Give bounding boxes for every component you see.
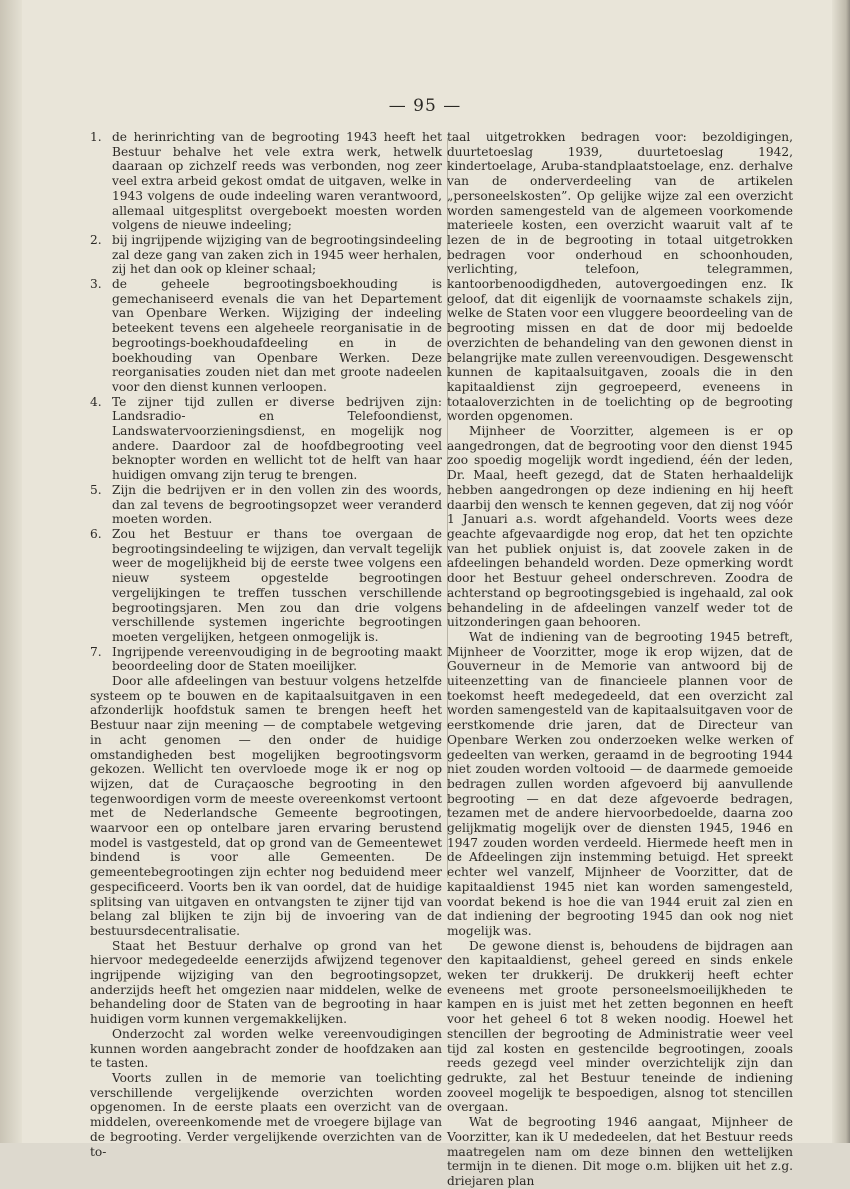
list-item-text: Ingrijpende vereenvoudiging in de begrooting maakt beoordeeling door de Staten moeilijker. (112, 644, 442, 674)
paragraph: taal uitgetrokken bedragen voor: bezoldigingen, duurtetoeslag 1939, duurtetoeslag 1942, kindertoelage, Aruba-standplaatstoelage, enz. derhalve van de onderverdeeling van de artikelen „personeelskosten”. Op gelijke wijze zal een overzicht worden samengesteld van de algemeen voorkomende materieele kosten, een overzicht waaruit valt af te lezen de in de begrooting in totaal uitgetrokken bedragen voor onderhoud en schoonhouden, verlichting, telefoon, telegrammen, kantoorbenoodigdheden, autovergoedingen enz. Ik geloof, dat dit eigenlijk de voornaamste schakels zijn, welke de Staten voor een vluggere beoordeeling van de begrooting missen en dat de door mij bedoelde overzichten de behandeling van den gewonen dienst in belangrijke mate zullen vereenvoudigen. Desgewenscht kunnen de kapitaalsuitgaven, zooals die in den kapitaaldienst zijn gegroepeerd, eveneens in totaaloverzichten in de toelichting op de begrooting worden opgenomen. (447, 130, 793, 424)
list-item-number: 7. (90, 644, 102, 659)
list-item (90, 233, 442, 277)
paragraph: De gewone dienst is, behoudens de bijdragen aan den kapitaaldienst, geheel gereed en sinds enkele weken ter drukkerij. De drukkerij heeft echter eveneens met groote personeelsmoeilijkheden te kampen en is juist met het zetten begonnen en heeft voor het geheel 6 tot 8 weken noodig. Hoewel het stencillen der begrooting de Administratie weer veel tijd zal kosten en gestencilde begrootingen, zooals reeds gezegd veel minder overzichtelijk zijn dan gedrukte, zal het Bestuur teneinde de indiening zooveel mogelijk te bespoedigen, alsnog tot stencillen overgaan. (447, 938, 793, 1115)
list-item (90, 277, 442, 395)
list-item-text: Zou het Bestuur er thans toe overgaan de begrootingsindeeling te wijzigen, dan vervalt tegelijk weer de mogelijkheid bij de eerste twee volgens een nieuw systeem opgestelde begrootingen vergelijkingen te treffen tusschen verschillende begrootingsjaren. Men zou dan drie volgens verschillende systemen ingerichte begrootingen moeten vergelijken, hetgeen onmogelijk is. (112, 526, 442, 644)
page-right-edge-shadow (832, 0, 850, 1143)
list-item (90, 645, 442, 674)
paragraph: Wat de indiening van de begrooting 1945 betreft, Mijnheer de Voorzitter, moge ik erop wijzen, dat de Gouverneur in de Memorie van antwoord bij de uiteenzetting van de financieele plannen voor de toekomst heeft medegedeeld, dat een overzicht zal worden samengesteld van de kapitaalsuitgaven voor de eerstkomende drie jaren, dat de Directeur van Openbare Werken zou onderzoeken welke werken of gedeelten van werken, geraamd in de begrooting 1944 niet zouden worden voltooid — de daarmede gemoeide bedragen zullen worden afgevoerd bij aanvullende begrooting — en dat deze afgevoerde bedragen, tezamen met de andere hiervoorbedoelde, daarna zoo gelijkmatig mogelijk over de diensten 1945, 1946 en 1947 zouden worden verdeeld. Hiermede heeft men in de Afdeelingen zijn instemming betuigd. Het spreekt echter wel vanzelf, Mijnheer de Voorzitter, dat de kapitaaldienst 1945 niet kan worden samengesteld, voordat bekend is hoe die van 1944 eruit zal zien en dat indiening der begrooting 1945 dan ook nog niet mogelijk was. (447, 629, 793, 938)
list-item-number: 3. (90, 277, 102, 292)
list-item (90, 527, 442, 645)
list-item-number: 6. (90, 526, 102, 541)
paragraph: Onderzocht zal worden welke vereenvoudigingen kunnen worden aangebracht zonder de hoofdzaken aan te tasten. (90, 1026, 442, 1071)
list-item-text: de geheele begrootingsboekhouding is gemechaniseerd evenals die van het Departement van Openbare Werken. Wijziging der indeeling beteekent tevens een algeheele reorganisatie in de begrootings-boekhoudafdeeling en in de boekhouding van Openbare Werken. Deze reorganisaties zouden niet dan met groote nadeelen voor den dienst kunnen verloopen. (112, 277, 442, 394)
left-column (90, 130, 442, 1159)
paragraph: Staat het Bestuur derhalve op grond van het hiervoor medegedeelde eenerzijds afwijzend tegenover ingrijpende wijziging van den begrootingsopzet, anderzijds heeft het omgezien naar middelen, welke de behandeling door de Staten van de begrooting in haar huidigen vorm kunnen vergemakkelijken. (90, 938, 442, 1027)
list-item-number: 2. (90, 232, 102, 247)
paragraph: Wat de begrooting 1946 aangaat, Mijnheer de Voorzitter, kan ik U mededeelen, dat het Bestuur reeds maatregelen nam om deze binnen den wettelijken termijn in te dienen. Dit moge o.m. blijken uit het z.g. driejaren plan (447, 1115, 793, 1188)
list-item-text: bij ingrijpende wijziging van de begrootingsindeeling zal deze gang van zaken zich in 1945 weer herhalen, zij het dan ook op kleiner schaal; (112, 232, 443, 277)
list-item (90, 483, 442, 527)
list-item-number: 4. (90, 394, 102, 409)
list-item-number: 5. (90, 482, 102, 497)
list-item-text: de herinrichting van de begrooting 1943 heeft het Bestuur behalve het vele extra werk, hetwelk daaraan op zichzelf reeds was verbonden, nog zeer veel extra arbeid gekost omdat de uitgaven, welke in 1943 volgens de oude indeeling waren verantwoord, allemaal uitgesplitst overgeboekt moesten worden volgens de nieuwe indeeling; (112, 130, 442, 233)
list-item-text: Zijn die bedrijven er in den vollen zin des woords, dan zal tevens de begrootingsopzet weer veranderd moeten worden. (112, 482, 442, 527)
paragraph: Voorts zullen in de memorie van toelichting verschillende vergelijkende overzichten worden opgenomen. In de eerste plaats een overzicht van de middelen, overeenkomende met de vroegere bijlage van de begrooting. Verder vergelijkende overzichten van de to- (90, 1071, 442, 1159)
list-item (90, 395, 442, 483)
paragraph: Mijnheer de Voorzitter, algemeen is er op aangedrongen, dat de begrooting voor den dienst 1945 zoo spoedig mogelijk wordt ingediend, één der leden, Dr. Maal, heeft gezegd, dat de Staten herhaaldelijk hebben aangedrongen op deze indiening en hij heeft daarbij den wensch te kennen gegeven, dat zij nog vóór 1 Januari a.s. wordt afgehandeld. Voorts wees deze geachte afgevaardigde nog erop, dat het ten opzichte van het publiek onjuist is, dat zoovele zaken in de afdeelingen behandeld worden. Deze opmerking wordt door het Bestuur geheel onderschreven. Zoodra de achterstand op begrootingsgebied is ingehaald, zal ook behandeling in de afdeelingen vanzelf weder tot de uitzonderingen gaan behooren. (447, 424, 793, 630)
numbered-list (90, 130, 442, 674)
page-left-edge-shadow (0, 0, 22, 1143)
page-number: — 95 — (388, 96, 462, 116)
list-item-text: Te zijner tijd zullen er diverse bedrijven zijn: Landsradio- en Telefoondienst, Landswatervoorzieningsdienst, en mogelijk nog andere. Daardoor zal de hoofdbegrooting veel beknopter worden en wellicht tot de helft van haar huidigen omvang zijn terug te brengen. (112, 394, 442, 483)
list-item (90, 130, 442, 233)
right-column (447, 130, 793, 1189)
paragraph: Door alle afdeelingen van bestuur volgens hetzelfde systeem op te bouwen en de kapitaalsuitgaven in een afzonderlijk hoofdstuk samen te brengen heeft het Bestuur naar zijn meening — de comptabele wetgeving in acht genomen — den onder de huidige omstandigheden best mogelijken begrootingsvorm gekozen. Wellicht ten overvloede moge ik er nog op wijzen, dat de Curaçaosche begrooting in den tegenwoordigen vorm de meeste overeenkomst vertoont met de Nederlandsche Gemeente begrootingen, waarvoor een op ontelbare jaren ervaring berustend model is vastgesteld, dat op grond van de Gemeentewet bindend is voor alle Gemeenten. De gemeentebegrootingen zijn echter nog beduidend meer gespecificeerd. Voorts ben ik van oordel, dat de huidige splitsing van uitgaven en ontvangsten te zijner tijd van belang zal blijken te zijn bij de invoering van de bestuursdecentralisatie. (90, 674, 442, 938)
list-item-number: 1. (90, 130, 102, 144)
